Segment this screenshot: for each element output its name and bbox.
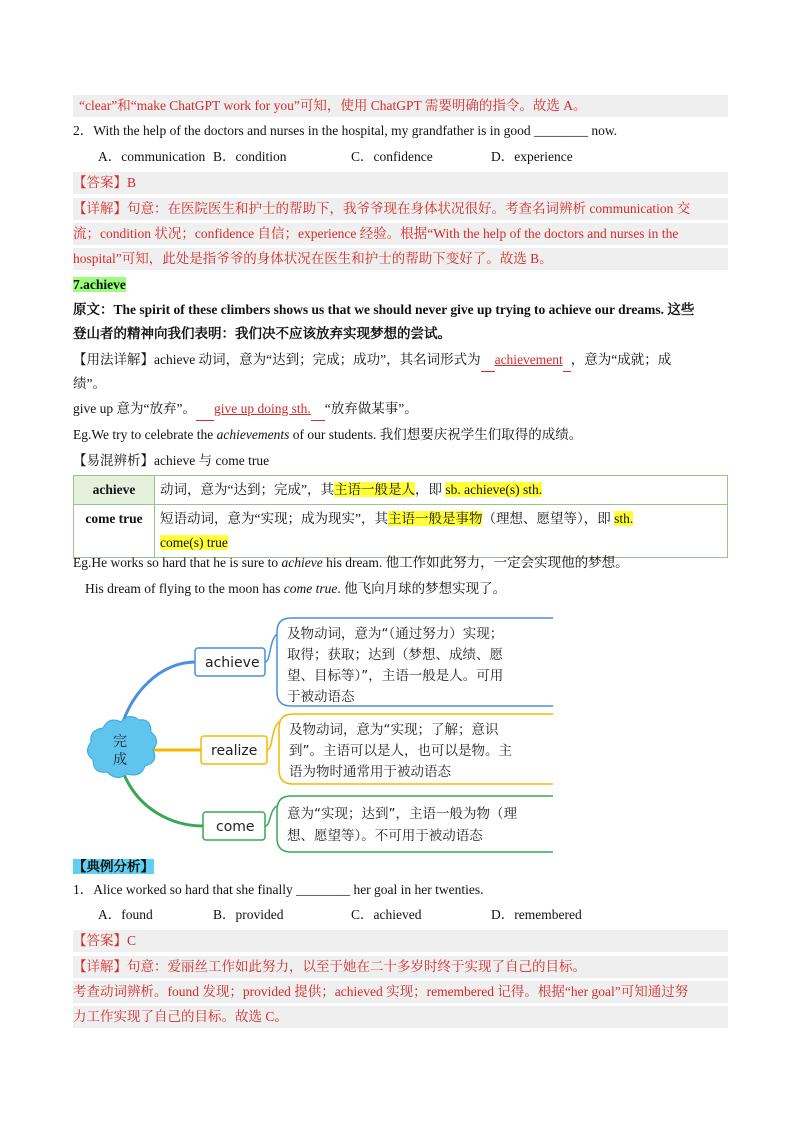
table-key-come-true: come true xyxy=(74,505,155,558)
branch-label-achieve: achieve xyxy=(205,655,260,671)
table-row xyxy=(74,476,728,505)
option-c: C．confidence xyxy=(351,149,433,164)
table-desc-achieve: 动词，意为“达到；完成”，其主语一般是人，即 sb. achieve(s) sth. xyxy=(155,476,728,505)
option-a: A．found xyxy=(98,907,153,922)
noun-form-answer: achievement xyxy=(494,352,563,367)
question-2-stem: 2．With the help of the doctors and nurses in the hospital, my grandfather is in good ________ now. xyxy=(73,123,618,138)
detail-achieve-text: 及物动词，意为“（通过努力）实现； 取得；获取；达到（梦想、成绩、愿 望、目标等）”，主语一般是人。可用 于被动语态 xyxy=(287,626,504,705)
center-label-1: 完 xyxy=(113,734,127,750)
detail-realize-text: 及物动词，意为“实现；了解；意识 到”。主语可以是人，也可以是物。主 语为物时通常用于被动语态 xyxy=(289,722,512,780)
center-node xyxy=(87,716,156,777)
example-analysis-heading: 【典例分析】 xyxy=(73,859,154,874)
table-key-achieve: achieve xyxy=(74,476,155,505)
table-desc-come-true: 短语动词，意为“实现；成为现实”，其主语一般是事物（理想、愿望等），即 sth. come(s) true xyxy=(155,505,728,558)
table-row xyxy=(74,505,728,558)
branch-line-come xyxy=(123,772,203,826)
question-2-detail-line-3: hospital”可知，此处是指爷爷的身体状况在医生和护士的帮助下变好了。故选 B。 xyxy=(73,248,728,270)
example-detail-line-1: 【详解】句意：爱丽丝工作如此努力，以至于她在二十多岁时终于实现了自己的目标。 xyxy=(73,956,728,978)
center-label-2: 成 xyxy=(113,752,127,768)
example-detail-line-3: 力工作实现了自己的目标。故选 C。 xyxy=(73,1006,728,1028)
detail-come-text: 意为“实现；达到”，主语一般为物（理 想、愿望等）。不可用于被动语态 xyxy=(287,806,517,844)
example-sentence-3: His dream of flying to the moon has come true. 他飞向月球的梦想实现了。 xyxy=(85,581,507,596)
example-answer: 【答案】C xyxy=(73,930,728,952)
example-sentence-2: Eg.He works so hard that he is sure to achieve his dream. 他工作如此努力，一定会实现他的梦想。 xyxy=(73,555,629,570)
example-detail-line-2: 考查动词辨析。found 发现；provided 提供；achieved 实现；remembered 记得。根据“her goal”可知通过努 xyxy=(73,981,728,1003)
option-d: D．experience xyxy=(491,149,573,164)
question-2-answer: 【答案】B xyxy=(73,172,728,194)
give-up-line: give up 意为“放弃”。 give up doing sth. “放弃做某事”。 xyxy=(73,398,728,421)
mind-map xyxy=(73,610,563,858)
previous-explanation-tail: “clear”和“make ChatGPT work for you”可知，使用 ChatGPT 需要明确的指令。故选 A。 xyxy=(73,95,728,117)
option-c: C．achieved xyxy=(351,907,422,922)
original-text-line-2: 登山者的精神向我们表明：我们决不应该放弃实现梦想的尝试。 xyxy=(73,326,451,341)
original-text-line-1: 原文：The spirit of these climbers shows us that we should never give up trying to achieve our dreams. 这些 xyxy=(73,302,695,317)
example-question-stem: 1．Alice worked so hard that she finally ________ her goal in her twenties. xyxy=(73,882,484,897)
section-heading: 7.achieve xyxy=(73,277,126,292)
question-2-detail-line-1: 【详解】句意：在医院医生和护士的帮助下，我爷爷现在身体状况很好。考查名词辨析 communication 交 xyxy=(73,198,728,220)
option-b: B．provided xyxy=(213,907,284,922)
branch-label-realize: realize xyxy=(211,743,258,759)
option-a: A．communication xyxy=(98,149,206,164)
question-2-detail-line-2: 流；condition 状况；confidence 自信；experience 经验。根据“With the help of the doctors and nurses in the xyxy=(73,223,728,245)
comparison-table xyxy=(73,475,728,558)
option-d: D．remembered xyxy=(491,907,582,922)
confusion-heading: 【易混辨析】achieve 与 come true xyxy=(73,453,270,468)
example-sentence-1: Eg.We try to celebrate the achievements of our students. 我们想要庆祝学生们取得的成绩。 xyxy=(73,427,583,442)
branch-label-come: come xyxy=(216,819,255,835)
option-b: B．condition xyxy=(213,149,287,164)
usage-detail-line-1: 【用法详解】achieve 动词，意为“达到；完成；成功”，其名词形式为 achievement ，意为“成就；成 xyxy=(73,349,728,372)
give-up-answer: give up doing sth. xyxy=(213,401,311,416)
usage-detail-line-2: 绩”。 xyxy=(73,376,106,391)
